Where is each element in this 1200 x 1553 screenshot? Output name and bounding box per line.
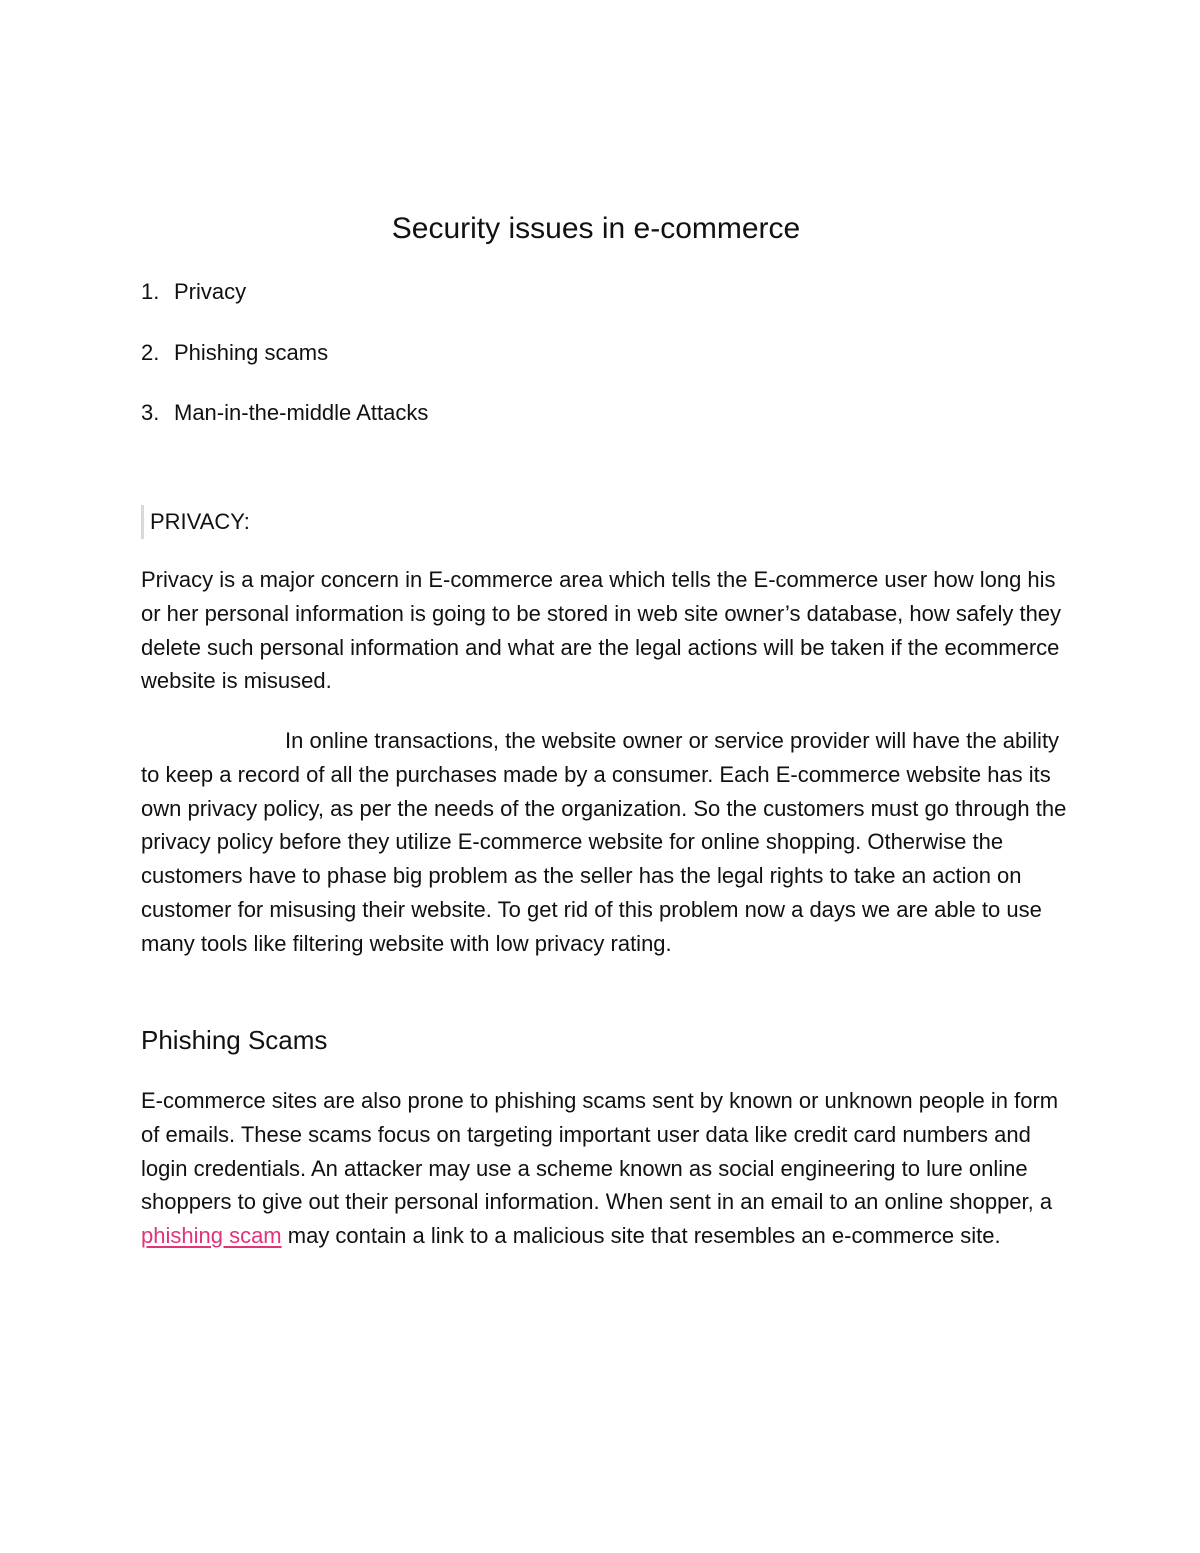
privacy-paragraph-2-text: In online transactions, the website owner or service provider will have the ability to keep a record of all the purchases made by a consumer. Each E-commerce website has its own privacy policy, as per the needs of the organization. So the customers must go through the privacy policy before they utilize E-commerce website for online shopping. Otherwise the customers have to phase big problem as the seller has the legal rights to take an action on customer for misusing their website. To get rid of this problem now a days we are able to use many tools like filtering website with low privacy rating. <box>141 728 1067 956</box>
list-item-text: Privacy <box>174 279 247 304</box>
privacy-label: PRIVACY: <box>141 505 250 539</box>
phishing-scam-link[interactable]: phishing scam <box>141 1223 282 1249</box>
list-item <box>141 277 1041 307</box>
list-item-number: 1. <box>141 279 160 304</box>
list-item-text: Phishing scams <box>174 340 329 365</box>
list-item <box>141 338 1041 368</box>
phishing-paragraph-text-after: may contain a link to a malicious site that resembles an e-commerce site. <box>281 1223 1001 1249</box>
list-item-number: 3. <box>141 400 160 425</box>
list-item <box>141 398 1041 428</box>
privacy-paragraph-1: Privacy is a major concern in E-commerce area which tells the E-commerce user how long his or her personal information is going to be stored in web site owner’s database, how safely they delete such personal information and what are the legal actions will be taken if the ecommerce website is misused. <box>141 567 1062 694</box>
list-item-number: 2. <box>141 340 160 365</box>
phishing-paragraph <box>141 1084 1071 1253</box>
list-item-text: Man-in-the-middle Attacks <box>174 400 429 425</box>
phishing-heading: Phishing Scams <box>141 1025 328 1055</box>
privacy-paragraph-2 <box>141 724 1071 961</box>
document-title: Security issues in e-commerce <box>391 212 801 245</box>
phishing-paragraph-text-before: E-commerce sites are also prone to phishing scams sent by known or unknown people in form of emails. These scams focus on targeting important user data like credit card numbers and login credentials. An attacker may use a scheme known as social engineering to lure online shoppers to give out their personal information. When sent in an email to an online shopper, a <box>141 1088 1059 1215</box>
